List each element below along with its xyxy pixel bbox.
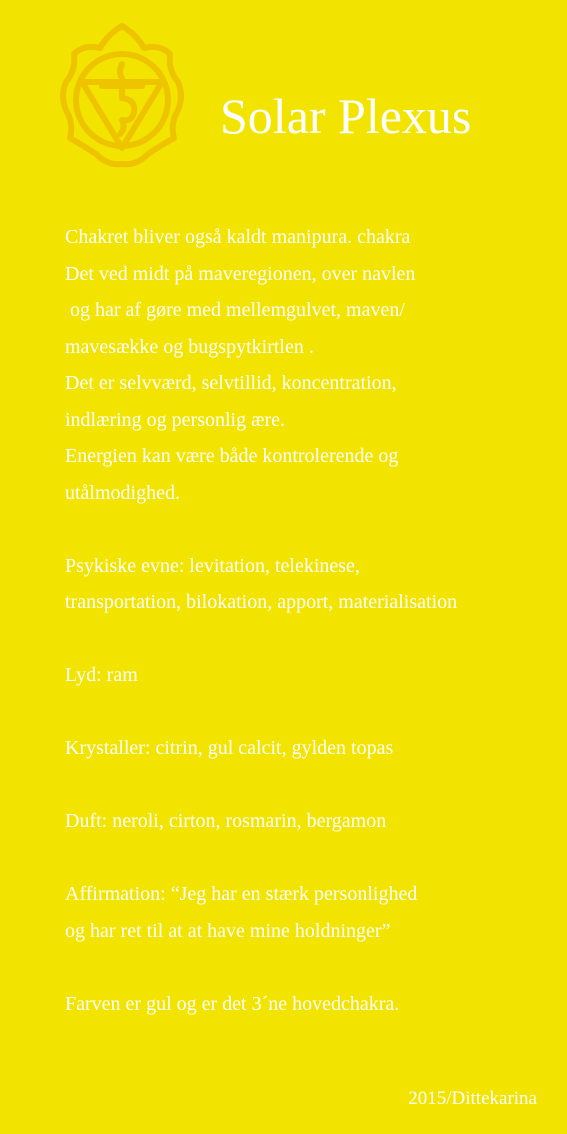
page-title: Solar Plexus (220, 88, 472, 144)
manipura-chakra-icon (52, 20, 192, 170)
description-line: Energien kan være både kontrolerende og (65, 445, 399, 467)
psychic-abilities-line: transportation, bilokation, apport, materialisation (65, 591, 458, 613)
description-line: Det ved midt på maveregionen, over navlen (65, 262, 416, 285)
description-line: indlæring og personlig ære. (65, 408, 285, 431)
spacer (65, 621, 457, 658)
description-line: og har af gøre med mellemgulvet, maven/ (65, 299, 405, 321)
affirmation-line: Affirmation: “Jeg har en stærk personlighed (65, 883, 418, 905)
spacer (65, 840, 457, 877)
affirmation-line: og har ret til at at have mine holdninger” (65, 919, 391, 942)
spacer (65, 767, 457, 804)
crystals-line: Krystaller: citrin, gul calcit, gylden topas (65, 737, 394, 759)
description-line: utålmodighed. (65, 481, 180, 504)
sound-line: Lyd: ram (65, 664, 138, 686)
spacer (65, 511, 457, 548)
description-line: Det er selvværd, selvtillid, koncentration, (65, 372, 397, 394)
description-line: mavesække og bugspytkirtlen . (65, 335, 314, 358)
scent-line: Duft: neroli, cirton, rosmarin, bergamon (65, 810, 387, 832)
psychic-abilities-line: Psykiske evne: levitation, telekinese, (65, 554, 360, 577)
description-line: Chakret bliver også kaldt manipura. chakra (65, 226, 411, 248)
spacer (65, 949, 457, 986)
color-note-line: Farven er gul og er det 3´ne hovedchakra. (65, 992, 400, 1015)
signature: 2015/Dittekarina (408, 1088, 537, 1109)
chakra-description (65, 219, 457, 1022)
spacer (65, 694, 457, 731)
